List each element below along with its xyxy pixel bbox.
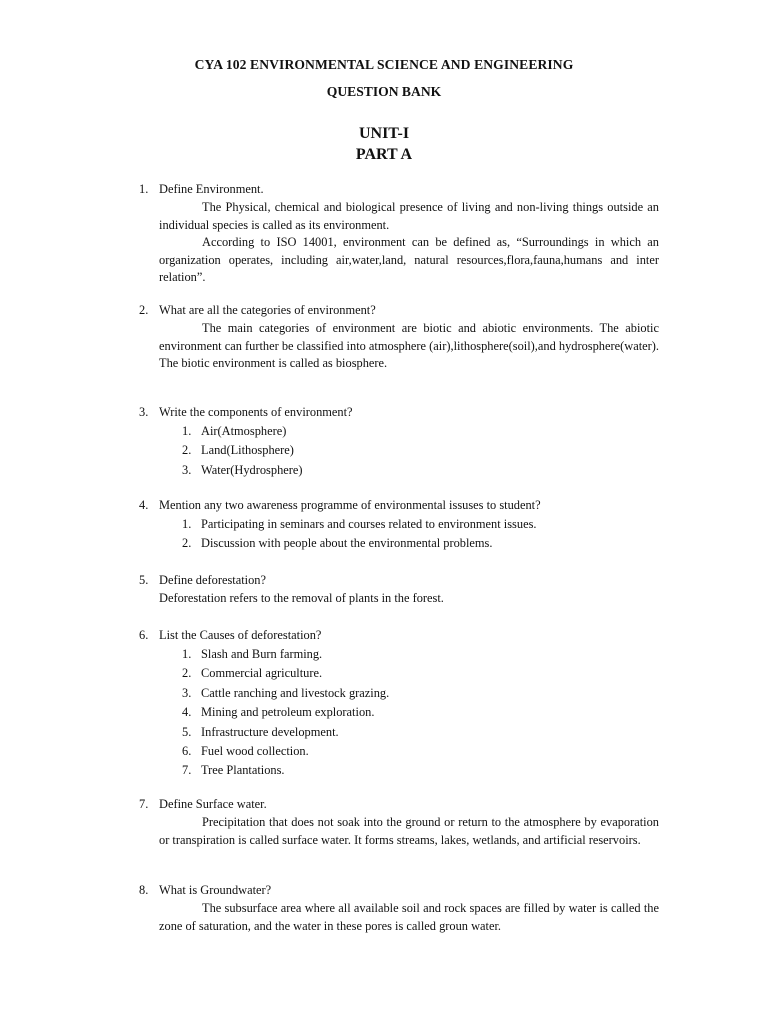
list-item-text: Air(Atmosphere) <box>201 424 287 438</box>
answer-paragraph: Precipitation that does not soak into the ground or return to the atmosphere by evaporation or transpiration is called surface water. It forms streams, lakes, wetlands, and artificial reservoirs. <box>159 815 659 847</box>
question-text: Define deforestation? <box>159 573 266 587</box>
list-item <box>182 742 659 761</box>
list-item <box>182 461 659 480</box>
list-item-text: Cattle ranching and livestock grazing. <box>201 685 390 700</box>
list-item <box>182 441 659 460</box>
answer-paragraph: The Physical, chemical and biological presence of living and non-living things outside an individual species is called as its environment. <box>159 200 659 232</box>
answer <box>159 900 659 935</box>
question-number: 7. <box>139 797 149 811</box>
list-item-text: Land(Lithosphere) <box>201 443 294 458</box>
question-8 <box>139 882 659 935</box>
question-number: 1. <box>139 182 149 196</box>
question-number: 8. <box>139 883 149 897</box>
list-item <box>182 761 659 780</box>
list-item <box>182 664 659 683</box>
answer <box>159 199 659 287</box>
question-2 <box>139 302 659 373</box>
list-item <box>182 684 659 703</box>
question-number: 2. <box>139 303 149 317</box>
answer <box>159 814 659 849</box>
question-text: Define Environment. <box>159 182 264 196</box>
list-item <box>182 515 659 534</box>
list-item-text: Participating in seminars and courses related to environment issues. <box>201 517 537 531</box>
answer-paragraph: The subsurface area where all available soil and rock spaces are filled by water is called the zone of saturation, and the water in these pores is called groun water. <box>159 901 659 933</box>
list-item-number: 1. <box>182 424 192 438</box>
list-item-text: Infrastructure development. <box>201 724 339 739</box>
list-item-text: Commercial agriculture. <box>201 666 323 681</box>
question-7 <box>139 796 659 849</box>
question-6 <box>139 627 659 781</box>
question-4 <box>139 497 659 554</box>
list-item-number: 7. <box>182 763 192 778</box>
unit-heading: UNIT-I <box>358 125 410 142</box>
document-title: QUESTION BANK <box>326 84 442 99</box>
question-1 <box>139 181 659 287</box>
list-item-number: 2. <box>182 443 192 458</box>
question-number: 3. <box>139 405 149 419</box>
question-5 <box>139 572 659 608</box>
answer-paragraph: According to ISO 14001, environment can be defined as, “Surroundings in which an organization operates, including air,water,land, natural resources,flora,fauna,humans and inter relation”. <box>159 235 659 285</box>
question-text: Mention any two awareness programme of environmental issuses to student? <box>159 498 541 512</box>
list-item-text: Fuel wood collection. <box>201 743 309 758</box>
list-item <box>182 534 659 553</box>
question-number: 6. <box>139 628 149 642</box>
question-text: What are all the categories of environment? <box>159 303 376 317</box>
question-number: 5. <box>139 573 149 587</box>
list-item-number: 3. <box>182 685 192 700</box>
question-text: Write the components of environment? <box>159 405 353 419</box>
question-3 <box>139 404 659 480</box>
list-item <box>182 422 659 441</box>
list-item-text: Tree Plantations. <box>201 763 285 778</box>
answer-paragraph: The main categories of environment are biotic and abiotic environments. The abiotic environment can further be classified into atmosphere (air),lithosphere(soil),and hydrosphere(water). The biotic environment is called as biosphere. <box>159 321 659 371</box>
list-item-number: 1. <box>182 647 192 661</box>
answer-paragraph: Deforestation refers to the removal of plants in the forest. <box>159 591 444 605</box>
list-item-text: Mining and petroleum exploration. <box>201 705 375 720</box>
list-item-number: 2. <box>182 666 192 681</box>
question-text: List the Causes of deforestation? <box>159 628 322 642</box>
question-text: What is Groundwater? <box>159 883 272 897</box>
answer <box>159 320 659 373</box>
list-item <box>182 723 659 742</box>
question-text: Define Surface water. <box>159 797 267 811</box>
list-item-number: 4. <box>182 705 192 720</box>
answer <box>159 590 659 608</box>
question-number: 4. <box>139 498 149 512</box>
list-item-text: Discussion with people about the environmental problems. <box>201 536 493 551</box>
list-item <box>182 703 659 722</box>
part-heading: PART A <box>355 146 413 163</box>
list-item-text: Slash and Burn farming. <box>201 647 323 661</box>
list-item-number: 3. <box>182 462 192 477</box>
list-item-text: Water(Hydrosphere) <box>201 462 303 477</box>
list-item-number: 1. <box>182 517 192 531</box>
list-item-number: 5. <box>182 724 192 739</box>
course-title: CYA 102 ENVIRONMENTAL SCIENCE AND ENGINEERING <box>194 57 574 72</box>
list-item-number: 2. <box>182 536 192 551</box>
list-item <box>182 645 659 664</box>
list-item-number: 6. <box>182 743 192 758</box>
